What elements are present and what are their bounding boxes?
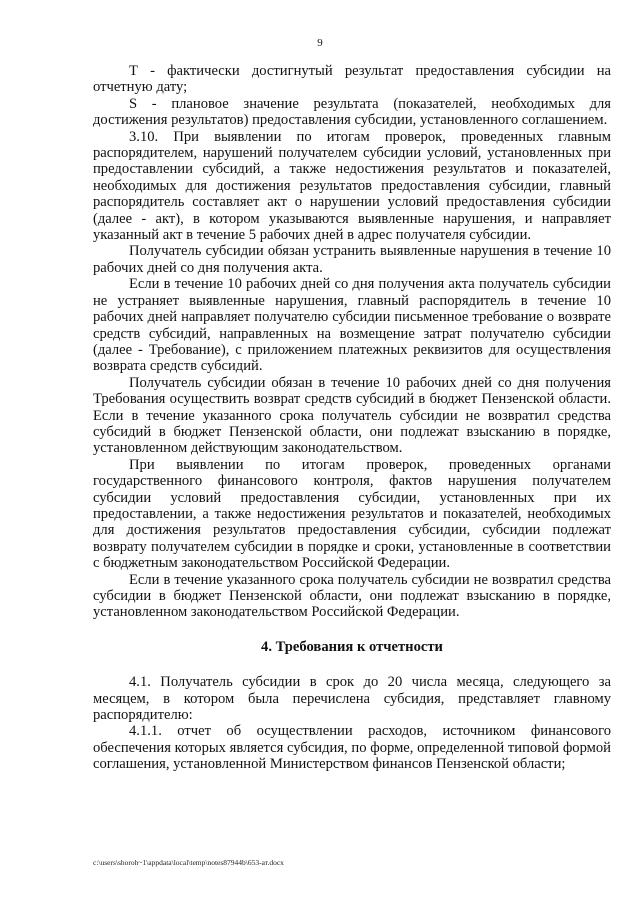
section-heading: 4. Требования к отчетности (261, 638, 443, 655)
paragraph-t-definition: Т - фактически достигнутый результат предоставления субсидии на отчетную дату; (93, 63, 611, 96)
file-path-footer: c:\users\shoroh~1\appdata\local\temp\notes87944b\653-ат.docx (93, 858, 284, 867)
paragraph-requirement-notice: Если в течение 10 рабочих дней со дня получения акта получатель субсидии не устраняет выявленные нарушения, главный распорядитель в течение 10 рабочих дней направляет получателю субсидии письменное требование о возврате средств субсидий, направленных на возмещение затрат получателю субсидии (далее - Требование), с приложением платежных реквизитов для осуществления возврата средств субсидий. (93, 276, 611, 375)
paragraph-eliminate-violations: Получатель субсидии обязан устранить выявленные нарушения в течение 10 рабочих дней со дня получения акта. (93, 243, 611, 276)
paragraph-state-control: При выявлении по итогам проверок, проведенных органами государственного финансового контроля, фактов нарушения получателем субсидии условий предоставления субсидии, установленных при их предоставлении, а также недостижения результатов и показателей, необходимых для достижения результатов предоставления субсидии, субсидии подлежат возврату получателем субсидии в порядке и сроки, установленные в соответствии с бюджетным законодательством Российской Федерации. (93, 456, 611, 572)
paragraph-return-funds: Получатель субсидии обязан в течение 10 рабочих дней со дня получения Требования осуществить возврат средств субсидий в бюджет Пензенской области. Если в течение указанного срока получатель субсидии не возвратил средства субсидий в бюджет Пензенской области, они подлежат взысканию в порядке, установленном действующим законодательством. (93, 374, 611, 457)
paragraph-4-1: 4.1. Получатель субсидии в срок до 20 числа месяца, следующего за месяцем, в котором была перечислена субсидия, представляет главному распорядителю: (93, 674, 611, 724)
document-body (93, 63, 611, 773)
paragraph-4-1-1: 4.1.1. отчет об осуществлении расходов, источником финансового обеспечения которых является субсидия, по форме, определенной типовой формой соглашения, установленной Министерством финансов Пензенской области; (93, 723, 611, 773)
page-number: 9 (317, 37, 323, 49)
paragraph-s-definition: S - плановое значение результата (показателей, необходимых для достижения результатов) предоставления субсидии, установленного соглашением. (93, 95, 611, 129)
paragraph-recovery: Если в течение указанного срока получатель субсидии не возвратил средства субсидии в бюджет Пензенской области, они подлежат взысканию в порядке, установленном законодательством Российской Федерации. (93, 571, 611, 621)
paragraph-3-10: 3.10. При выявлении по итогам проверок, проведенных главным распорядителем, нарушений получателем субсидии условий, установленных при предоставлении субсидий, а также недостижения результатов и показателей, необходимых для достижения результатов предоставления субсидии, главный распорядитель составляет акт о нарушении условий предоставления субсидии (далее - акт), в котором указываются выявленные нарушения, и направляет указанный акт в течение 5 рабочих дней в адрес получателя субсидии. (93, 128, 611, 244)
